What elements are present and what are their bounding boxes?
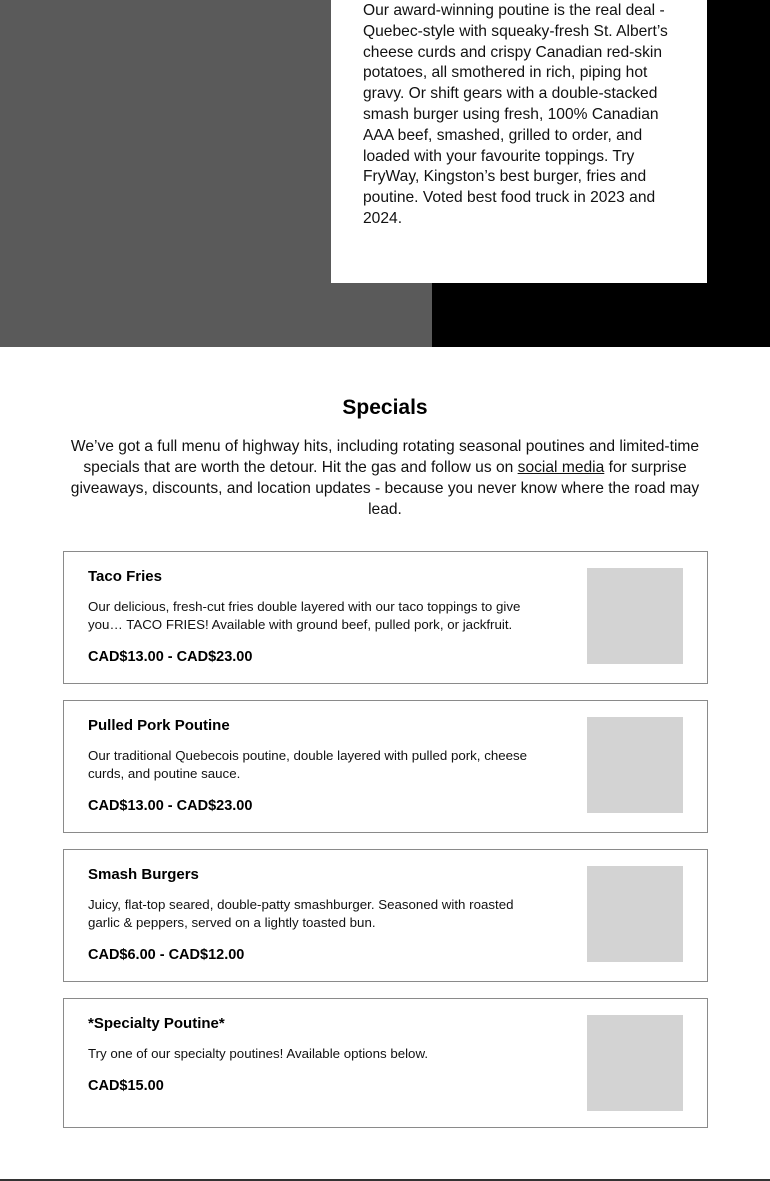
menu-item-name: Smash Burgers: [88, 866, 199, 883]
menu-item-image: [587, 866, 683, 962]
menu-item-card[interactable]: [63, 849, 708, 982]
menu-item-image: [587, 1015, 683, 1111]
menu-item-price: CAD$15.00: [88, 1078, 164, 1094]
specials-intro-text-end: for surprise giveaways, discounts, and location updates - because you never know where the road may lead.: [70, 459, 700, 518]
menu-item-price: CAD$6.00 - CAD$12.00: [88, 947, 245, 963]
menu-item-card[interactable]: [63, 700, 708, 833]
specials-title: Specials: [342, 396, 428, 419]
menu-item-name: Pulled Pork Poutine: [88, 717, 230, 734]
specials-intro-text: We’ve got a full menu of highway hits, including rotating seasonal poutines and limited-time specials that are worth the detour. Hit the gas and follow us on: [70, 438, 700, 476]
specials-intro: [62, 436, 708, 520]
menu-item-name: *Specialty Poutine*: [88, 1015, 225, 1032]
menu-item-description: Our traditional Quebecois poutine, double layered with pulled pork, cheese curds, and poutine sauce.: [88, 748, 528, 781]
social-media-link[interactable]: social media: [517, 459, 605, 476]
menu-item-image: [587, 717, 683, 813]
about-text: Our award-winning poutine is the real deal - Quebec-style with squeaky-fresh St. Albert’s cheese curds and crispy Canadian red-skin potatoes, all smothered in rich, piping hot gravy. Or shift gears with a double-stacked smash burger using fresh, 100% Canadian AAA beef, smashed, grilled to order, and loaded with your favourite toppings. Try FryWay, Kingston’s best burger, fries and poutine. Voted best food truck in 2023 and 2024.: [363, 2, 668, 227]
menu-item-card[interactable]: [63, 551, 708, 684]
menu-item-description: Juicy, flat-top seared, double-patty smashburger. Seasoned with roasted garlic & peppers, served on a lightly toasted bun.: [88, 897, 514, 930]
menu-item-price: CAD$13.00 - CAD$23.00: [88, 798, 253, 814]
about-card: [331, 0, 707, 283]
menu-item-name: Taco Fries: [88, 568, 162, 585]
menu-item-image: [587, 568, 683, 664]
menu-item-price: CAD$13.00 - CAD$23.00: [88, 649, 253, 665]
menu-item-description: Our delicious, fresh-cut fries double layered with our taco toppings to give you… TACO FRIES! Available with ground beef, pulled pork, or jackfruit.: [88, 599, 521, 632]
hero-section: [0, 0, 770, 347]
menu-item-description: Try one of our specialty poutines! Available options below.: [88, 1046, 429, 1061]
menu-item-card[interactable]: [63, 998, 708, 1128]
